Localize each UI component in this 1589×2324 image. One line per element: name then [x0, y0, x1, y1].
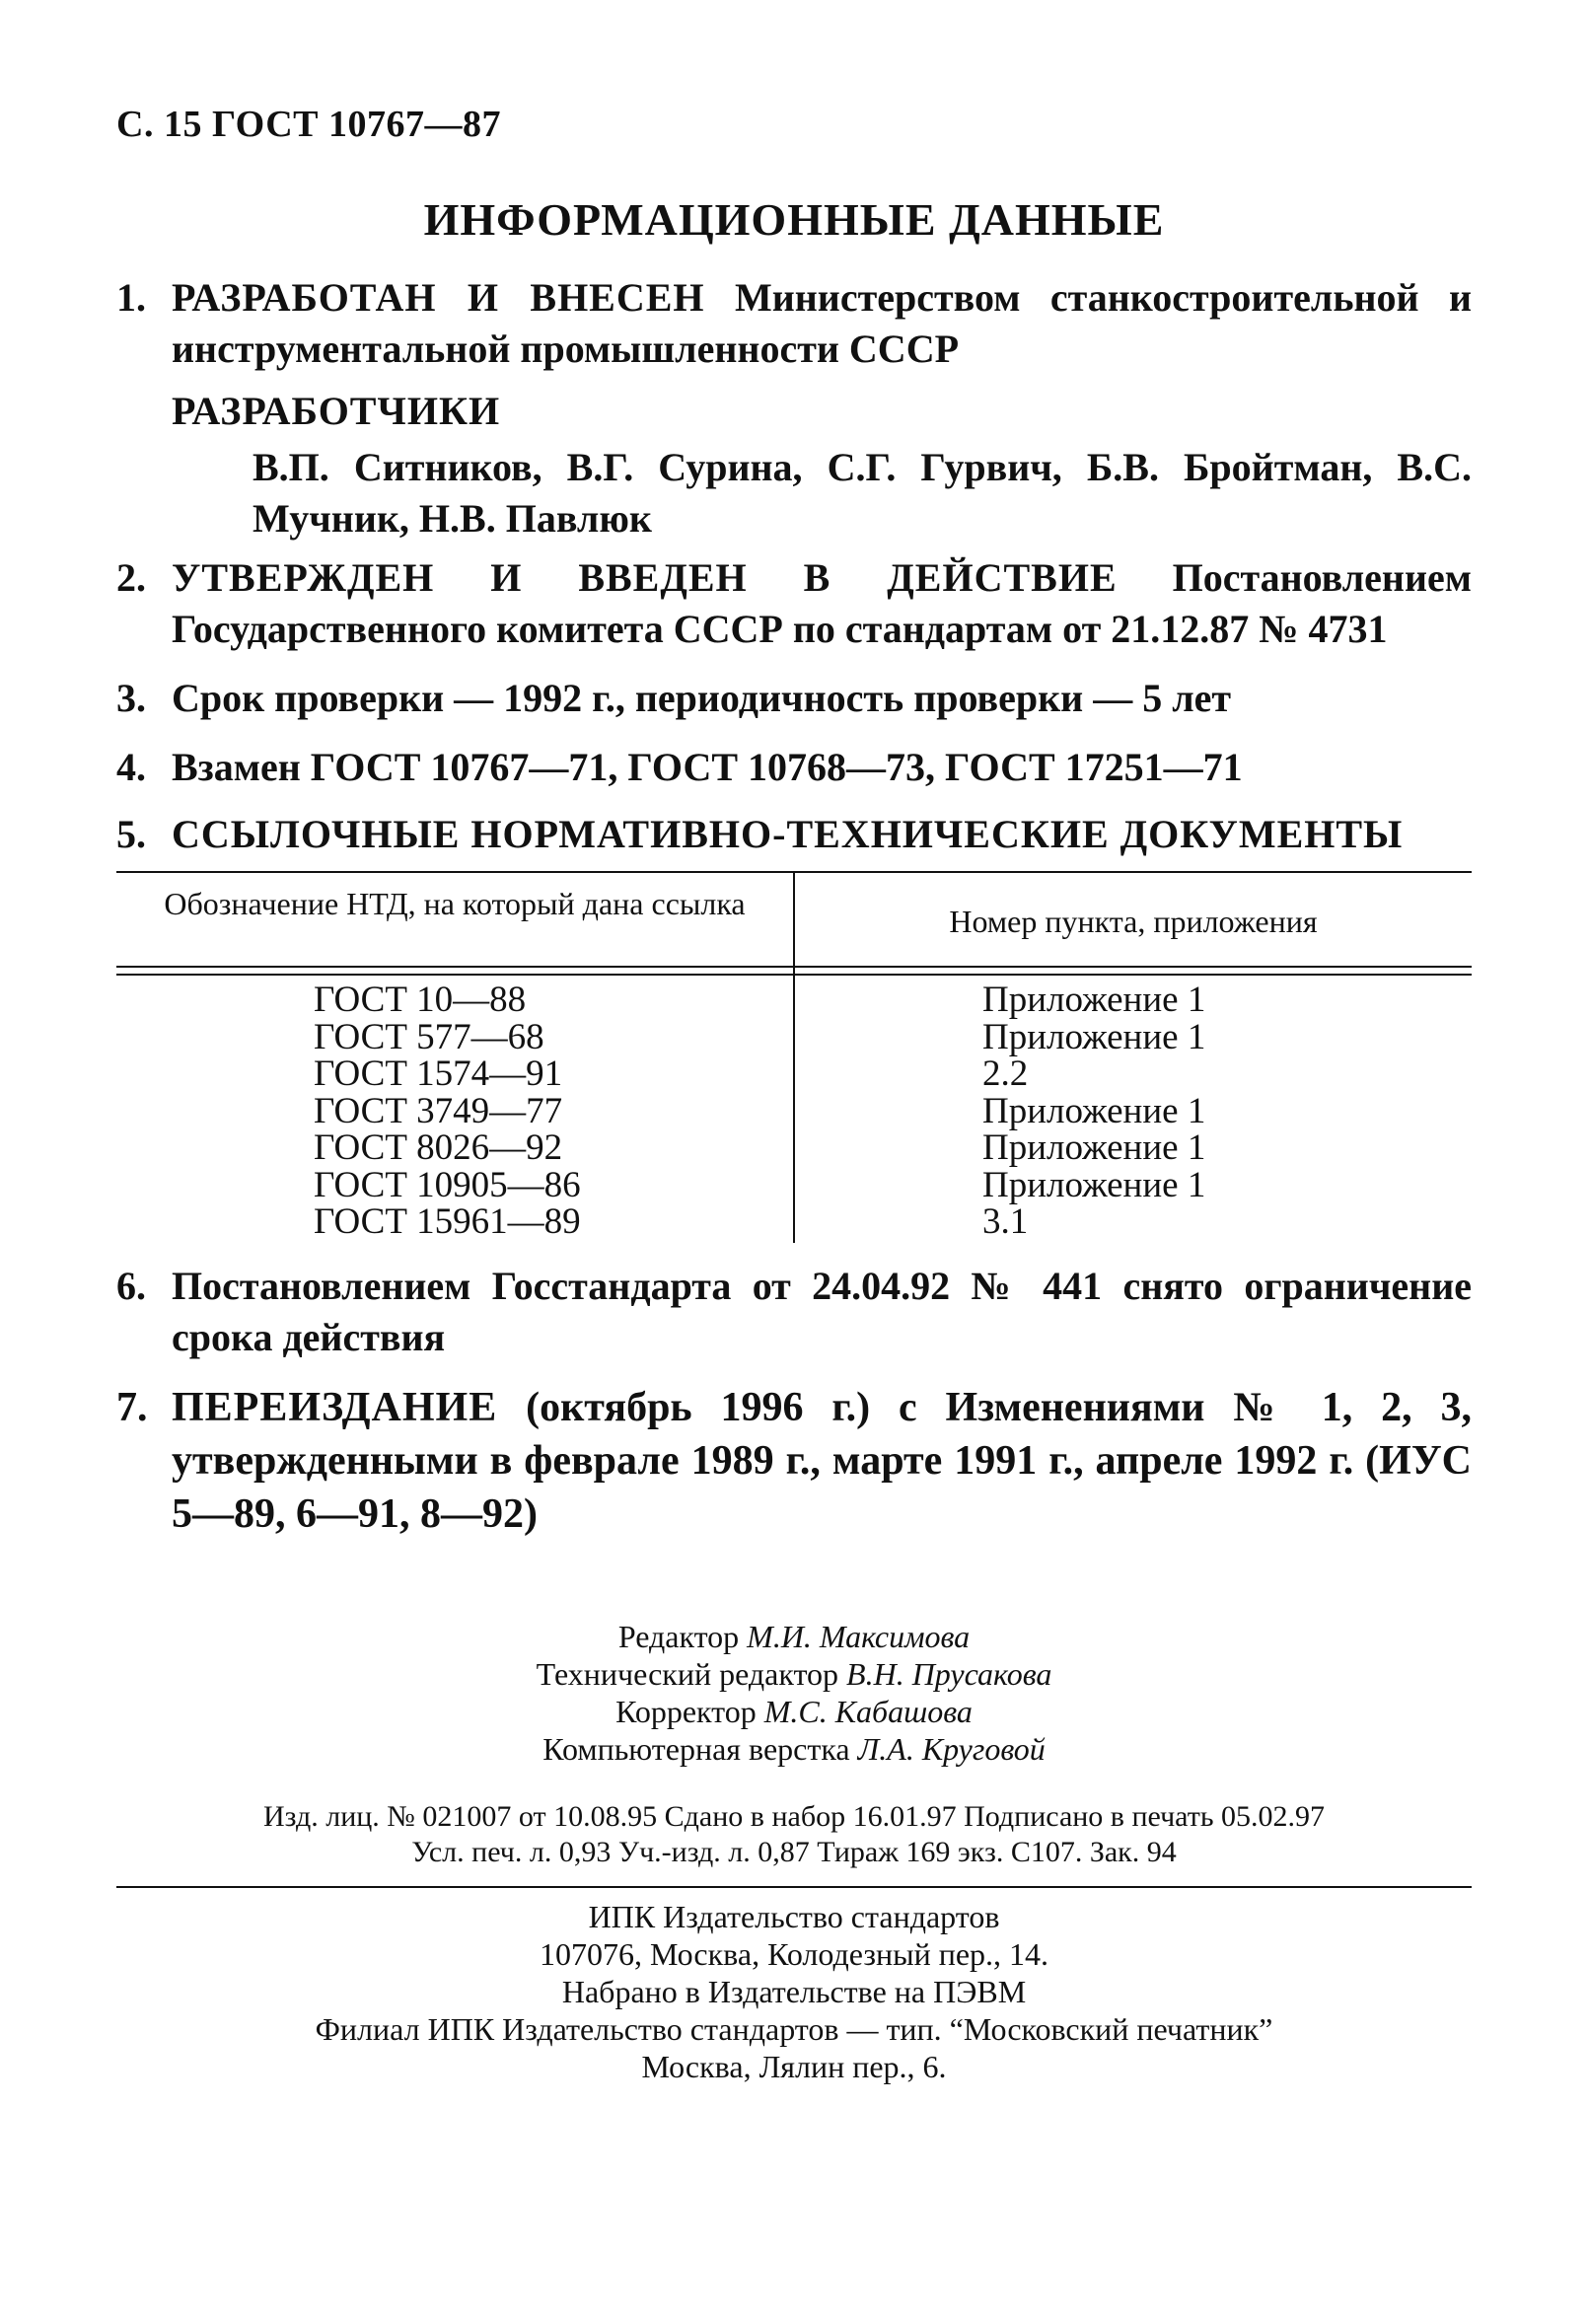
- item-number: 2.: [116, 555, 146, 600]
- table-header-rule: [116, 974, 1472, 976]
- item-text: Постановлением Государственного комитета СССР по стандартам от 21.12.87 № 4731: [172, 555, 1473, 651]
- table-header-document: Обозначение НТД, на который дана ссылка: [164, 886, 746, 921]
- table-cell-reference: 3.1: [982, 1201, 1029, 1242]
- table-column-documents: [314, 981, 581, 1241]
- table-cell-reference: Приложение 1: [982, 1090, 1206, 1131]
- table-cell-reference: Приложение 1: [982, 1127, 1206, 1168]
- table-cell-reference: Приложение 1: [982, 980, 1206, 1020]
- info-item-6: [116, 1261, 1472, 1363]
- table-column-references: [982, 981, 1205, 1241]
- table-cell-document: ГОСТ 10—88: [314, 980, 527, 1020]
- table-cell-document: ГОСТ 15961—89: [314, 1201, 581, 1242]
- table-cell-document: ГОСТ 3749—77: [314, 1090, 563, 1131]
- item-text: Министерством станкостроительной и инструментальной промышленности СССР: [172, 275, 1473, 371]
- item-lead: РАЗРАБОТАН И ВНЕСЕН: [172, 275, 705, 320]
- info-item-3: [116, 673, 1472, 724]
- info-item-7: [116, 1381, 1472, 1541]
- credit-role: Компьютерная верстка: [542, 1731, 850, 1767]
- credit-line: [116, 1618, 1472, 1655]
- table-cell-document: ГОСТ 1574—91: [314, 1053, 563, 1094]
- item-number: 7.: [116, 1385, 148, 1430]
- imprint-rule: [116, 1886, 1472, 1888]
- item-text: (октябрь 1996 г.) с Изменениями № 1, 2, 3, утвержденными в феврале 1989 г., марте 1991 г., апреле 1992 г. (ИУС 5—89, 6—91, 8—92): [172, 1385, 1472, 1537]
- item-number: 1.: [116, 275, 146, 320]
- publisher-line: ИПК Издательство стандартов: [588, 1899, 1000, 1934]
- item-lead: ССЫЛОЧНЫЕ НОРМАТИВНО-ТЕХНИЧЕСКИЕ ДОКУМЕНТЫ: [172, 812, 1404, 856]
- item-text: Постановлением Госстандарта от 24.04.92 № 441 снято ограничение срока действия: [172, 1264, 1472, 1359]
- info-item-5: [116, 809, 1472, 860]
- page-header: С. 15 ГОСТ 10767—87: [116, 104, 501, 145]
- item-text: Взамен ГОСТ 10767—71, ГОСТ 10768—73, ГОСТ 17251—71: [172, 745, 1243, 789]
- item-lead: УТВЕРЖДЕН И ВВЕДЕН В ДЕЙСТВИЕ: [172, 555, 1118, 600]
- credit-line: [116, 1655, 1472, 1693]
- table-header-rule: [116, 966, 1472, 968]
- info-item-2: [116, 552, 1472, 655]
- credit-role: Корректор: [615, 1694, 757, 1729]
- imprint-block: [116, 1799, 1472, 1870]
- credit-name: М.С. Кабашова: [763, 1694, 973, 1729]
- credit-line: [116, 1730, 1472, 1768]
- item-lead: ПЕРЕИЗДАНИЕ: [172, 1385, 498, 1430]
- publisher-line: Набрано в Издательстве на ПЭВМ: [561, 1974, 1027, 2009]
- item-number: 5.: [116, 812, 146, 856]
- item-text: Срок проверки — 1992 г., периодичность проверки — 5 лет: [172, 676, 1232, 720]
- table-cell-reference: 2.2: [982, 1053, 1029, 1094]
- publisher-line: Москва, Лялин пер., 6.: [641, 2049, 947, 2084]
- info-item-1: [116, 272, 1472, 375]
- table-cell-document: ГОСТ 577—68: [314, 1016, 544, 1057]
- imprint-line: Усл. печ. л. 0,93 Уч.-изд. л. 0,87 Тираж 169 экз. С107. Зак. 94: [411, 1836, 1177, 1868]
- table-header-reference: Номер пункта, приложения: [949, 904, 1318, 939]
- table-cell-document: ГОСТ 8026—92: [314, 1127, 563, 1168]
- credit-line: [116, 1693, 1472, 1730]
- table-cell-reference: Приложение 1: [982, 1016, 1206, 1057]
- info-item-4: [116, 742, 1472, 793]
- credit-name: Л.А. Круговой: [857, 1731, 1046, 1767]
- references-table: [116, 871, 1472, 1243]
- item-number: 4.: [116, 745, 146, 789]
- publisher-line: Филиал ИПК Издательство стандартов — тип. “Московский печатник”: [315, 2011, 1273, 2047]
- item-number: 6.: [116, 1264, 146, 1308]
- page-title: ИНФОРМАЦИОННЫЕ ДАННЫЕ: [423, 194, 1165, 245]
- developers-names: В.П. Ситников, В.Г. Сурина, С.Г. Гурвич, Б.В. Бройтман, В.С. Мучник, Н.В. Павлюк: [253, 445, 1472, 541]
- credit-name: В.Н. Прусакова: [846, 1656, 1052, 1692]
- table-cell-reference: Приложение 1: [982, 1164, 1206, 1205]
- credits-block: [116, 1618, 1472, 1768]
- item-number: 3.: [116, 676, 146, 720]
- credit-name: М.И. Максимова: [747, 1619, 971, 1654]
- credit-role: Редактор: [617, 1619, 740, 1654]
- credit-role: Технический редактор: [536, 1656, 839, 1692]
- imprint-line: Изд. лиц. № 021007 от 10.08.95 Сдано в набор 16.01.97 Подписано в печать 05.02.97: [262, 1800, 1326, 1833]
- publisher-line: 107076, Москва, Колодезный пер., 14.: [539, 1936, 1049, 1972]
- table-cell-document: ГОСТ 10905—86: [314, 1164, 581, 1205]
- developers-heading: РАЗРАБОТЧИКИ: [172, 389, 501, 433]
- publisher-block: [116, 1898, 1472, 2085]
